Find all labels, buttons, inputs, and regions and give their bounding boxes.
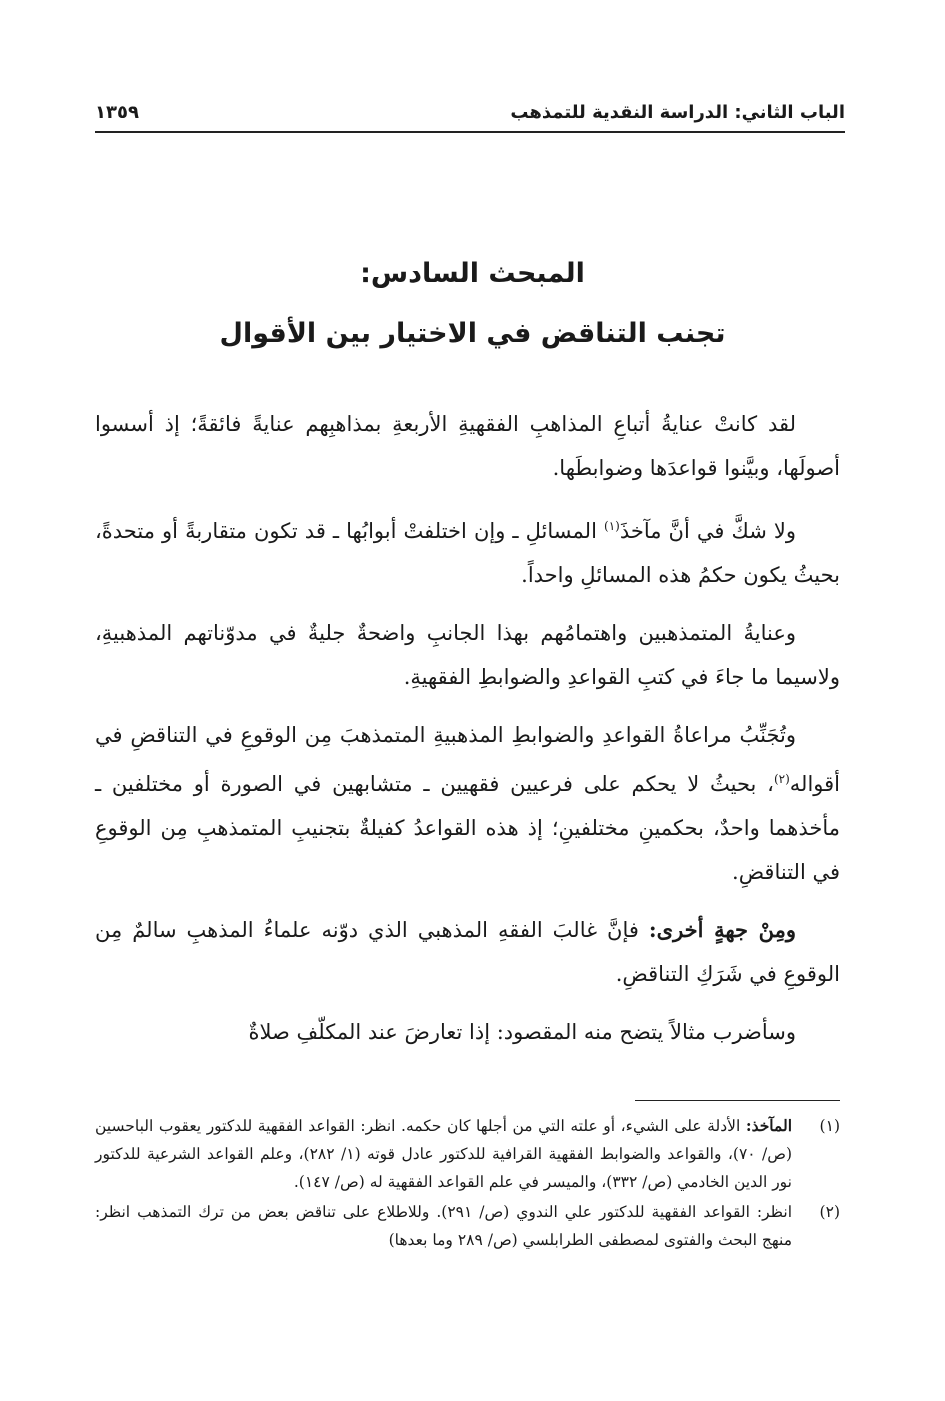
paragraph-2-start: ولا شكَّ في أنَّ مآخذَ xyxy=(619,519,796,543)
paragraph-2-end: المسائلِ ـ وإن اختلفتْ أبوابُها ـ قد تكون متقاربةً أو متحدةً، بحيثُ يكون حكمُ هذه المسائلِ واحداً. xyxy=(95,519,840,587)
running-header xyxy=(95,102,845,123)
footnote-ref-2: (٢) xyxy=(773,772,790,786)
footnote-ref-1: (١) xyxy=(604,519,620,533)
footnote-number: (٢) xyxy=(819,1203,840,1221)
footnote-term: المآخذ: xyxy=(745,1116,792,1135)
paragraph-3: وعنايةُ المتمذهبين واهتمامُهم بهذا الجانبِ واضحةٌ جليةٌ في مدوّناتهم المذهبيةِ، ولاسيما ما جاءَ في كتبِ القواعدِ والضوابطِ الفقهيةِ. xyxy=(95,621,840,689)
footnote-separator xyxy=(635,1100,840,1101)
paragraph-5 xyxy=(95,908,840,996)
paragraph-1: لقد كانتْ عنايةُ أتباعِ المذاهبِ الفقهيةِ الأربعةِ بمذاهبِهم عنايةً فائقةً؛ إذ أسسوا أصولَها، وبيَّنوا قواعدَها وضوابطَها. xyxy=(95,412,840,480)
paragraph-5-text: فإنَّ غالبَ الفقهِ المذهبي الذي دوّنه علماءُ المذهبِ سالمٌ مِن الوقوعِ في شَرَكِ التناقضِ. xyxy=(95,918,840,986)
paragraph-4-start: وتُجَنِّبُ مراعاةُ القواعدِ والضوابطِ المذهبيةِ المتمذهبَ مِن الوقوعِ في التناقضِ في أقواله xyxy=(95,723,840,796)
page-number: ١٣٥٩ xyxy=(95,102,139,123)
header-rule xyxy=(95,131,845,133)
footnote-body: الأدلة على الشيء، أو علته التي من أجلها كان حكمه. انظر: القواعد الفقهية للدكتور يعقوب الباحسين (ص/ ٧٠)، والقواعد والضوابط الفقهية القرافية للدكتور عادل قوته (١/ ٢٨٢)، وعلم القواعد الشرعية للدكتور نور الدين الخادمي (ص/ ٣٣٢)، والميسر في علم القواعد الفقهية له (ص/ ١٤٧). xyxy=(95,1117,793,1191)
footnote-text xyxy=(95,1112,792,1196)
main-text xyxy=(95,402,840,1068)
footnote-text xyxy=(95,1198,792,1254)
chapter-title: الباب الثاني: الدراسة النقدية للتمذهب xyxy=(510,102,845,123)
footnotes xyxy=(95,1112,840,1256)
footnote-2 xyxy=(95,1198,840,1254)
paragraph-4-end: ، بحيثُ لا يحكم على فرعيين فقهيين ـ متشابهين في الصورة أو مختلفين ـ مأخذهما واحدٌ، بحكمينِ مختلفينِ؛ إذ هذه القواعدُ كفيلةٌ بتجنيبِ المتمذهبِ مِن الوقوعِ في التناقضِ. xyxy=(95,772,840,884)
footnote-1 xyxy=(95,1112,840,1196)
paragraph-5-lead: ومِنْ جهةٍ أخرى: xyxy=(648,917,796,942)
section-title: تجنب التناقض في الاختيار بين الأقوال xyxy=(219,318,726,349)
paragraph-6: وسأضرب مثالاً يتضح منه المقصود: إذا تعارضَ عند المكلّفِ صلاةٌ xyxy=(248,1020,796,1044)
footnote-body: انظر: القواعد الفقهية للدكتور علي الندوي (ص/ ٢٩١). وللاطلاع على تناقض بعض من ترك التمذهب انظر: منهج البحث والفتوى لمصطفى الطرابلسي (ص/ ٢٨٩ وما بعدها) xyxy=(95,1203,793,1249)
paragraph-2 xyxy=(95,504,840,597)
paragraph-4 xyxy=(95,713,840,894)
section-label: المبحث السادس: xyxy=(360,258,585,289)
footnote-number: (١) xyxy=(819,1117,840,1135)
